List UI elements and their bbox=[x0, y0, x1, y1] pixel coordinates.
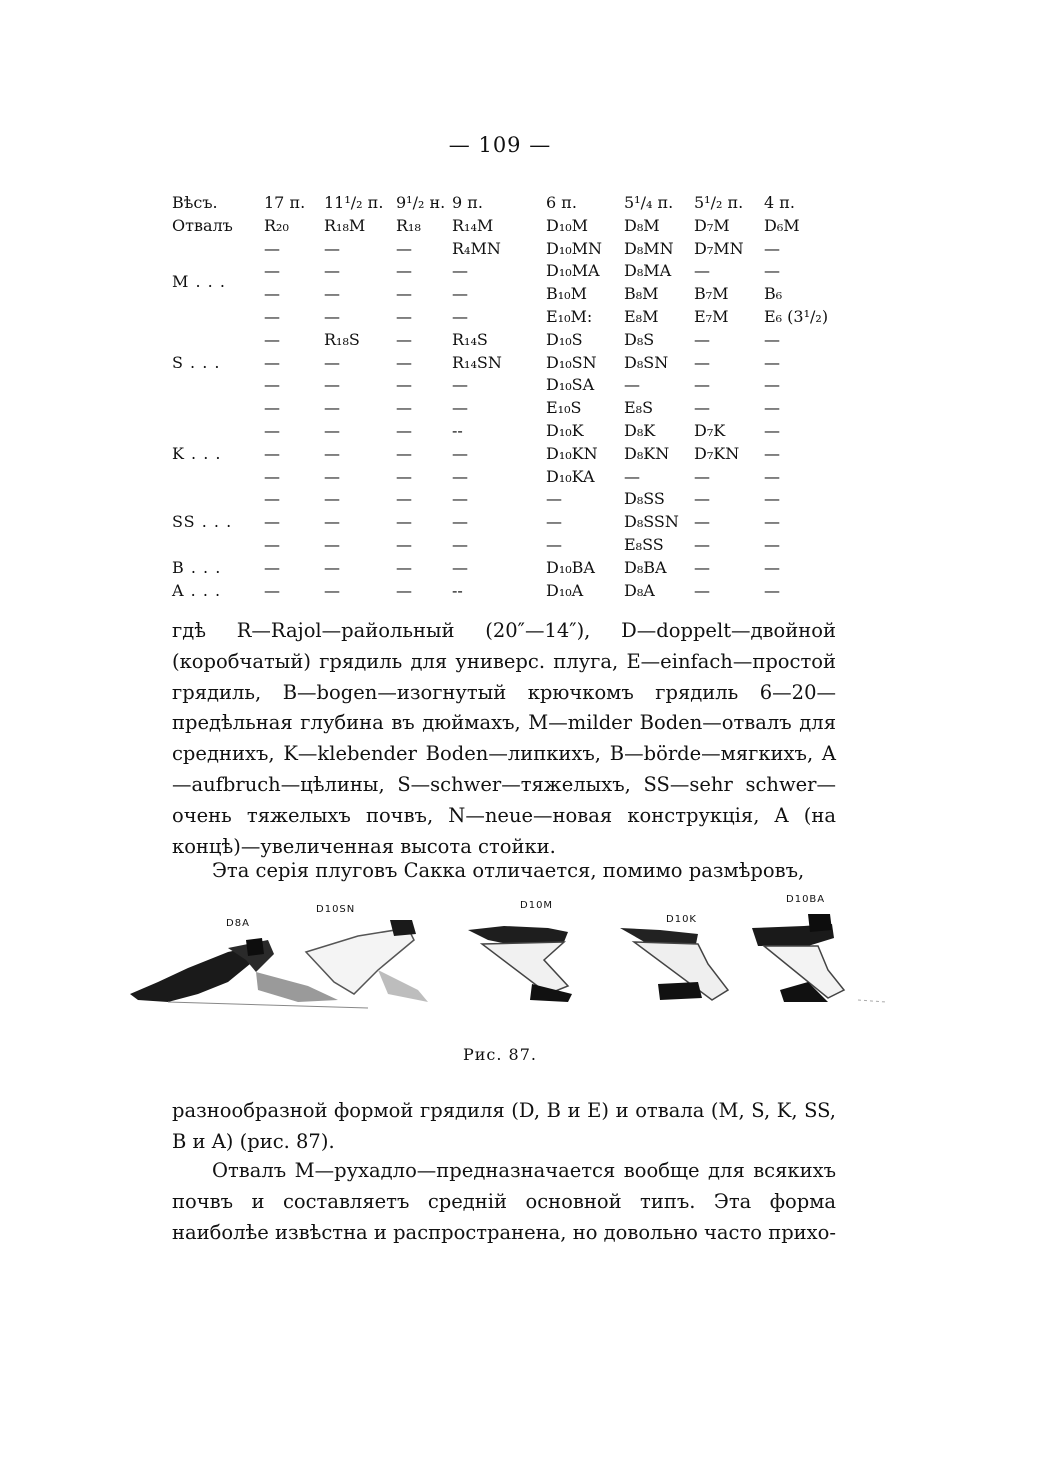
table-cell: — bbox=[694, 352, 710, 372]
paragraph-series-forms: разнообразной формой грядиля (D, B и E) и отвала (M, S, K, SS, B и A) (рис. 87). bbox=[172, 1099, 836, 1153]
table-cell: — bbox=[324, 534, 340, 554]
table-cell: D₇K bbox=[694, 420, 726, 440]
table-cell: — bbox=[694, 489, 710, 509]
table-cell: D₈MA bbox=[624, 261, 672, 281]
table-cell: — bbox=[396, 329, 412, 349]
group-label-k: K . . . bbox=[172, 443, 222, 463]
table-cell: D₈SN bbox=[624, 352, 669, 372]
table-cell: — bbox=[764, 534, 780, 554]
figure-label-d10ba: D10BA bbox=[786, 894, 826, 905]
table-cell: 9 п. bbox=[452, 193, 484, 212]
table-row bbox=[172, 580, 852, 603]
table-cell: — bbox=[264, 580, 280, 600]
table-cell: R₁₄S bbox=[452, 329, 488, 349]
table-cell: D₁₀KN bbox=[546, 443, 598, 463]
table-cell: — bbox=[264, 329, 280, 349]
table-cell: — bbox=[764, 261, 780, 281]
table-cell: — bbox=[396, 352, 412, 372]
table-cell: 6 п. bbox=[546, 193, 578, 212]
table-row bbox=[172, 374, 852, 397]
table-cell: — bbox=[264, 284, 280, 304]
table-cell: — bbox=[694, 398, 710, 418]
table-cell: — bbox=[396, 443, 412, 463]
table-cell: — bbox=[764, 420, 780, 440]
table-cell: — bbox=[324, 443, 340, 463]
table-cell: — bbox=[264, 466, 280, 486]
table-cell: — bbox=[694, 329, 710, 349]
table-cell: — bbox=[396, 238, 412, 258]
table-cell: D₁₀M bbox=[546, 215, 589, 235]
table-cell: 17 п. bbox=[264, 193, 306, 212]
figure-label-d10m: D10M bbox=[520, 900, 554, 911]
table-cell: — bbox=[694, 557, 710, 577]
table-cell: D₇KN bbox=[694, 443, 740, 463]
table-cell: — bbox=[764, 489, 780, 509]
table-cell: — bbox=[264, 375, 280, 395]
table-cell: — bbox=[324, 375, 340, 395]
group-label-a: A . . . bbox=[172, 580, 222, 600]
table-cell: R₁₈S bbox=[324, 329, 360, 349]
table-cell: B₇M bbox=[694, 284, 729, 304]
table-cell: 9¹/₂ н. bbox=[396, 193, 446, 212]
table-cell: — bbox=[764, 238, 780, 258]
figure-label-d10k: D10K bbox=[666, 914, 697, 925]
table-cell: — bbox=[452, 466, 468, 486]
table-cell: — bbox=[396, 284, 412, 304]
legend-paragraph: гдѣ R—Rajol—райольный (20″—14″), D—doppelt—двойной (коробчатый) грядиль для универс. плуга, E—einfach—простой грядиль, B—bogen—изогнутый крючкомъ грядиль 6—20—предѣльная глубина въ дюймахъ, M—milder Boden—отвалъ для среднихъ, K—klebender Boden—липкихъ, B—börde—мягкихъ, A—aufbruch—цѣлины, S—schwer—тяжелыхъ, SS—sehr schwer—очень тяжелыхъ почвъ, N—neue—новая конструкція, A (на концѣ)—увеличенная высота стойки. bbox=[172, 619, 836, 858]
table-cell: — bbox=[264, 489, 280, 509]
table-row bbox=[172, 534, 852, 557]
table-cell: — bbox=[396, 512, 412, 532]
table-cell: — bbox=[324, 306, 340, 326]
table-cell: — bbox=[694, 534, 710, 554]
table-cell: D₁₀MN bbox=[546, 238, 603, 258]
table-cell: -- bbox=[452, 580, 463, 600]
table-cell: E₈S bbox=[624, 398, 654, 418]
page-number: — 109 — bbox=[448, 133, 552, 157]
table-cell: — bbox=[452, 375, 468, 395]
table-cell: — bbox=[764, 329, 780, 349]
paragraph-series-intro: Эта серія плуговъ Сакка отличается, помимо размѣровъ, bbox=[212, 859, 805, 882]
table-cell: — bbox=[694, 580, 710, 600]
group-label-m: M . . . bbox=[172, 272, 226, 292]
table-cell: E₈SS bbox=[624, 534, 664, 554]
table-cell: — bbox=[764, 512, 780, 532]
table-cell: — bbox=[264, 443, 280, 463]
table-cell: R₁₄M bbox=[452, 215, 494, 235]
table-cell: R₄MN bbox=[452, 238, 501, 258]
plough-table bbox=[172, 192, 852, 602]
table-cell: — bbox=[324, 557, 340, 577]
table-cell: — bbox=[396, 489, 412, 509]
table-cell: — bbox=[452, 443, 468, 463]
table-cell: — bbox=[396, 306, 412, 326]
table-cell: — bbox=[764, 580, 780, 600]
table-cell: — bbox=[264, 238, 280, 258]
table-cell: — bbox=[546, 489, 562, 509]
table-cell: — bbox=[624, 466, 640, 486]
table-cell: D₈M bbox=[624, 215, 660, 235]
header-row-weight bbox=[172, 192, 852, 215]
table-cell: — bbox=[452, 512, 468, 532]
table-row bbox=[172, 329, 852, 352]
figure-caption: Рис. 87. bbox=[462, 1045, 537, 1064]
table-row bbox=[172, 557, 852, 580]
table-cell: — bbox=[324, 420, 340, 440]
plough-d10ba bbox=[752, 914, 886, 1002]
table-cell: — bbox=[324, 489, 340, 509]
table-cell: — bbox=[694, 466, 710, 486]
table-row bbox=[172, 420, 852, 443]
table-row bbox=[172, 306, 852, 329]
table-cell: — bbox=[396, 261, 412, 281]
table-cell: — bbox=[452, 489, 468, 509]
table-cell: — bbox=[264, 261, 280, 281]
table-cell: — bbox=[764, 375, 780, 395]
table-cell: — bbox=[396, 420, 412, 440]
table-cell: D₁₀KA bbox=[546, 466, 595, 486]
table-cell: — bbox=[324, 352, 340, 372]
table-cell: R₂₀ bbox=[264, 215, 289, 235]
table-cell: — bbox=[694, 375, 710, 395]
table-cell: D₁₀A bbox=[546, 580, 584, 600]
table-cell: — bbox=[324, 466, 340, 486]
figure-label-d8a: D8A bbox=[226, 918, 250, 929]
table-cell: 5¹/₂ п. bbox=[694, 193, 744, 212]
plough-d10sn bbox=[306, 920, 428, 1002]
table-row bbox=[172, 283, 852, 306]
table-cell: Отвалъ bbox=[172, 215, 233, 235]
table-cell: — bbox=[546, 534, 562, 554]
table-row bbox=[172, 466, 852, 489]
table-cell: D₈SS bbox=[624, 489, 665, 509]
table-cell: D₈MN bbox=[624, 238, 674, 258]
table-cell: 4 п. bbox=[764, 193, 796, 212]
table-cell: E₁₀S bbox=[546, 398, 582, 418]
table-cell: R₁₈M bbox=[324, 215, 366, 235]
table-cell: — bbox=[396, 466, 412, 486]
table-cell: D₁₀K bbox=[546, 420, 584, 440]
figure-87 bbox=[128, 890, 888, 1030]
table-cell: E₁₀M: bbox=[546, 306, 593, 326]
table-cell: — bbox=[452, 398, 468, 418]
table-cell: — bbox=[324, 238, 340, 258]
table-cell: D₇M bbox=[694, 215, 730, 235]
table-cell: — bbox=[264, 557, 280, 577]
table-cell: -- bbox=[452, 420, 463, 440]
table-row bbox=[172, 260, 852, 292]
table-cell: 11¹/₂ п. bbox=[324, 193, 384, 212]
table-row bbox=[172, 238, 852, 261]
table-cell: B₆ bbox=[764, 284, 783, 304]
table-cell: — bbox=[264, 420, 280, 440]
table-cell: Вѣсъ. bbox=[172, 193, 218, 212]
table-cell: — bbox=[452, 284, 468, 304]
paragraph-mouldboard-m: Отвалъ M—рухадло—предназначается вообще для всякихъ почвъ и составляетъ средній основной типъ. Эта форма наиболѣе извѣстна и распространена, но довольно часто прихо- bbox=[172, 1159, 837, 1244]
table-cell: — bbox=[764, 352, 780, 372]
table-cell: D₁₀SA bbox=[546, 375, 595, 395]
table-cell: — bbox=[396, 557, 412, 577]
table-cell: R₁₈ bbox=[396, 215, 421, 235]
table-row bbox=[172, 443, 852, 466]
table-cell: D₈KN bbox=[624, 443, 670, 463]
table-cell: — bbox=[324, 580, 340, 600]
table-cell: D₁₀MA bbox=[546, 261, 600, 281]
table-cell: — bbox=[324, 284, 340, 304]
group-label-b: B . . . bbox=[172, 557, 222, 577]
header-row-mouldboard bbox=[172, 215, 852, 238]
table-cell: R₁₄SN bbox=[452, 352, 502, 372]
plough-d10m bbox=[468, 926, 572, 1002]
table-cell: D₇MN bbox=[694, 238, 744, 258]
table-cell: — bbox=[396, 580, 412, 600]
table-cell: — bbox=[624, 375, 640, 395]
ploughs-illustration bbox=[128, 890, 888, 1030]
table-cell: — bbox=[396, 534, 412, 554]
table-row bbox=[172, 488, 852, 511]
group-label-s: S . . . bbox=[172, 352, 221, 372]
table-cell: — bbox=[764, 466, 780, 486]
table-row bbox=[172, 352, 852, 375]
plough-d10k bbox=[620, 928, 728, 1000]
table-row bbox=[172, 397, 852, 420]
table-cell: D₁₀BA bbox=[546, 557, 595, 577]
table-cell: — bbox=[764, 443, 780, 463]
table-cell: — bbox=[694, 512, 710, 532]
table-cell: — bbox=[324, 512, 340, 532]
table-cell: — bbox=[264, 534, 280, 554]
table-cell: — bbox=[396, 375, 412, 395]
table-cell: D₈SSN bbox=[624, 512, 679, 532]
table-cell: — bbox=[264, 352, 280, 372]
group-label-ss: SS . . . bbox=[172, 512, 233, 532]
table-cell: 5¹/₄ п. bbox=[624, 193, 674, 212]
figure-label-d10sn: D10SN bbox=[316, 904, 356, 915]
table-cell: — bbox=[764, 557, 780, 577]
table-cell: D₈A bbox=[624, 580, 655, 600]
table-cell: — bbox=[452, 261, 468, 281]
table-cell: — bbox=[452, 534, 468, 554]
table-cell: B₁₀M bbox=[546, 284, 587, 304]
table-cell: D₈S bbox=[624, 329, 655, 349]
table-cell: — bbox=[324, 261, 340, 281]
table-cell: — bbox=[452, 306, 468, 326]
table-cell: E₈M bbox=[624, 306, 659, 326]
table-cell: — bbox=[264, 512, 280, 532]
table-cell: — bbox=[264, 306, 280, 326]
table-cell: D₁₀S bbox=[546, 329, 583, 349]
table-cell: E₇M bbox=[694, 306, 729, 326]
table-cell: — bbox=[694, 261, 710, 281]
table-cell: — bbox=[452, 557, 468, 577]
table-cell: E₆ (3¹/₂) bbox=[764, 306, 829, 326]
table-cell: — bbox=[396, 398, 412, 418]
table-row bbox=[172, 511, 852, 534]
table-cell: — bbox=[546, 512, 562, 532]
table-cell: D₈K bbox=[624, 420, 656, 440]
table-cell: — bbox=[264, 398, 280, 418]
table-cell: — bbox=[764, 398, 780, 418]
table-cell: B₈M bbox=[624, 284, 659, 304]
table-cell: D₈BA bbox=[624, 557, 667, 577]
table-cell: — bbox=[324, 398, 340, 418]
table-cell: D₆M bbox=[764, 215, 800, 235]
table-cell: D₁₀SN bbox=[546, 352, 597, 372]
